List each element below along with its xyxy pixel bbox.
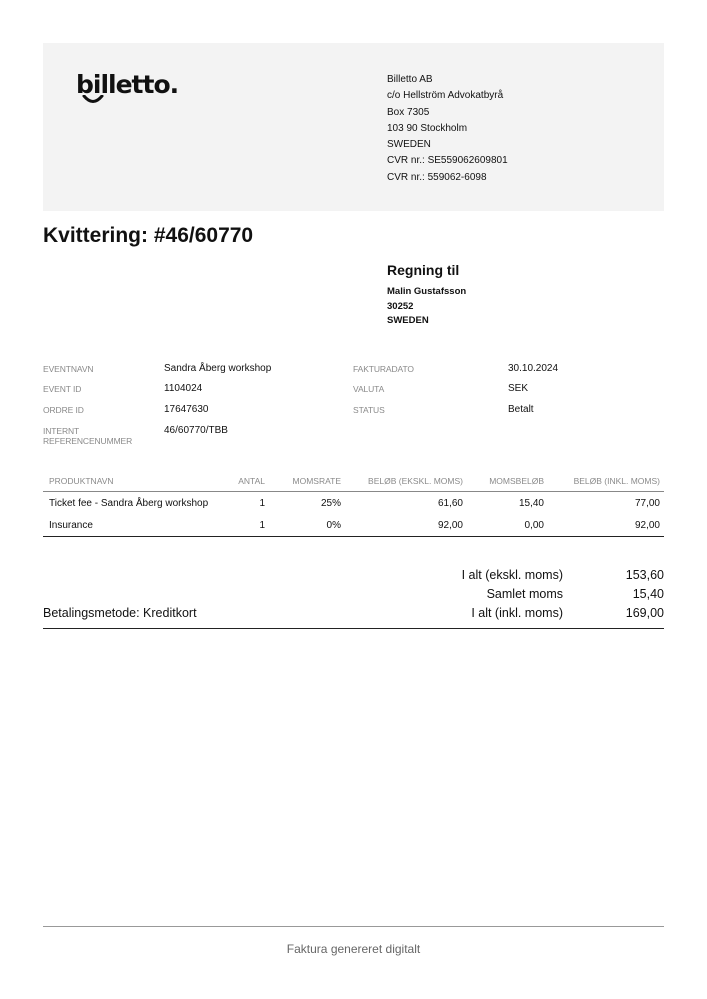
column-header-vat-amount: MOMSBELØB <box>467 470 548 492</box>
total-excl-vat-value: 153,60 <box>625 568 664 582</box>
total-incl-vat-label: I alt (inkl. moms) <box>471 606 563 620</box>
bill-to-line: SWEDEN <box>387 315 429 326</box>
total-vat-label: Samlet moms <box>486 587 563 601</box>
cell-vat-rate: 25% <box>320 497 341 509</box>
bill-to-line: Malin Gustafsson <box>387 286 467 297</box>
meta-value-invoice-date: 30.10.2024 <box>508 363 559 374</box>
total-excl-vat-row <box>43 568 664 584</box>
meta-label-order-id: ORDRE ID <box>43 405 84 415</box>
meta-label-currency: VALUTA <box>353 384 385 394</box>
column-header-vat-rate: MOMSRATE <box>269 470 345 492</box>
footer-note: Faktura genereret digitalt <box>286 942 421 956</box>
line-items-table <box>43 470 664 537</box>
column-header-amount-incl-vat: BELØB (INKL. MOMS) <box>548 470 664 492</box>
sender-line: Box 7305 <box>387 106 430 118</box>
column-header-product: PRODUKTNAVN <box>43 470 227 492</box>
cell-product: Ticket fee - Sandra Åberg workshop <box>49 497 209 509</box>
logo-text: billetto. <box>76 70 179 99</box>
sender-line: c/o Hellström Advokatbyrå <box>387 90 504 102</box>
column-header-quantity: ANTAL <box>227 470 269 492</box>
cell-amount-excl-vat: 61,60 <box>437 497 463 509</box>
cell-amount-excl-vat: 92,00 <box>345 514 467 537</box>
cell-product: Insurance <box>43 514 227 537</box>
bill-to-heading: Regning til <box>387 262 460 278</box>
sender-line: CVR nr.: SE559062609801 <box>387 155 508 167</box>
footer-divider <box>43 926 664 927</box>
meta-value-status: Betalt <box>508 404 534 415</box>
payment-method: Betalingsmetode: Kreditkort <box>43 606 197 620</box>
meta-label-status: STATUS <box>353 405 385 415</box>
column-header-amount-excl-vat: BELØB (EKSKL. MOMS) <box>345 470 467 492</box>
meta-label-internal-reference: INTERNT REFERENCENUMMER <box>43 426 133 446</box>
sender-address <box>387 72 508 186</box>
sender-line: Billetto AB <box>387 74 433 85</box>
header-band <box>43 43 664 211</box>
meta-value-event-name: Sandra Åberg workshop <box>164 363 272 374</box>
cell-vat-amount: 0,00 <box>467 514 548 537</box>
meta-value-order-id: 17647630 <box>164 404 209 415</box>
table-row <box>43 514 664 537</box>
sender-line: CVR nr.: 559062-6098 <box>387 171 487 183</box>
meta-value-event-id: 1104024 <box>164 383 203 394</box>
total-vat-value: 15,40 <box>632 587 664 601</box>
total-excl-vat-label: I alt (ekskl. moms) <box>461 568 563 582</box>
meta-label-invoice-date: FAKTURADATO <box>353 364 414 374</box>
cell-vat-amount: 15,40 <box>518 497 544 509</box>
table-row <box>43 492 664 515</box>
cell-quantity: 1 <box>227 514 269 537</box>
receipt-title: Kvittering: #46/60770 <box>43 224 254 247</box>
cell-vat-rate: 0% <box>269 514 345 537</box>
total-incl-vat-value: 169,00 <box>625 606 664 620</box>
total-vat-row <box>43 587 664 603</box>
sender-line: SWEDEN <box>387 139 431 151</box>
cell-amount-incl-vat: 77,00 <box>634 497 660 509</box>
cell-amount-incl-vat: 92,00 <box>548 514 664 537</box>
bill-to-line: 30252 <box>387 300 414 312</box>
meta-label-event-id: EVENT ID <box>43 384 82 394</box>
bill-to-address <box>387 285 466 329</box>
meta-value-currency: SEK <box>508 383 529 394</box>
cell-quantity: 1 <box>259 497 265 509</box>
billetto-logo <box>76 72 178 97</box>
meta-label-event-name: EVENTNAVN <box>43 364 94 374</box>
totals-section <box>43 566 664 629</box>
table-header-row <box>43 470 664 492</box>
meta-value-internal-reference: 46/60770/TBB <box>164 425 228 436</box>
sender-line: 103 90 Stockholm <box>387 122 468 134</box>
smile-icon <box>82 95 104 105</box>
